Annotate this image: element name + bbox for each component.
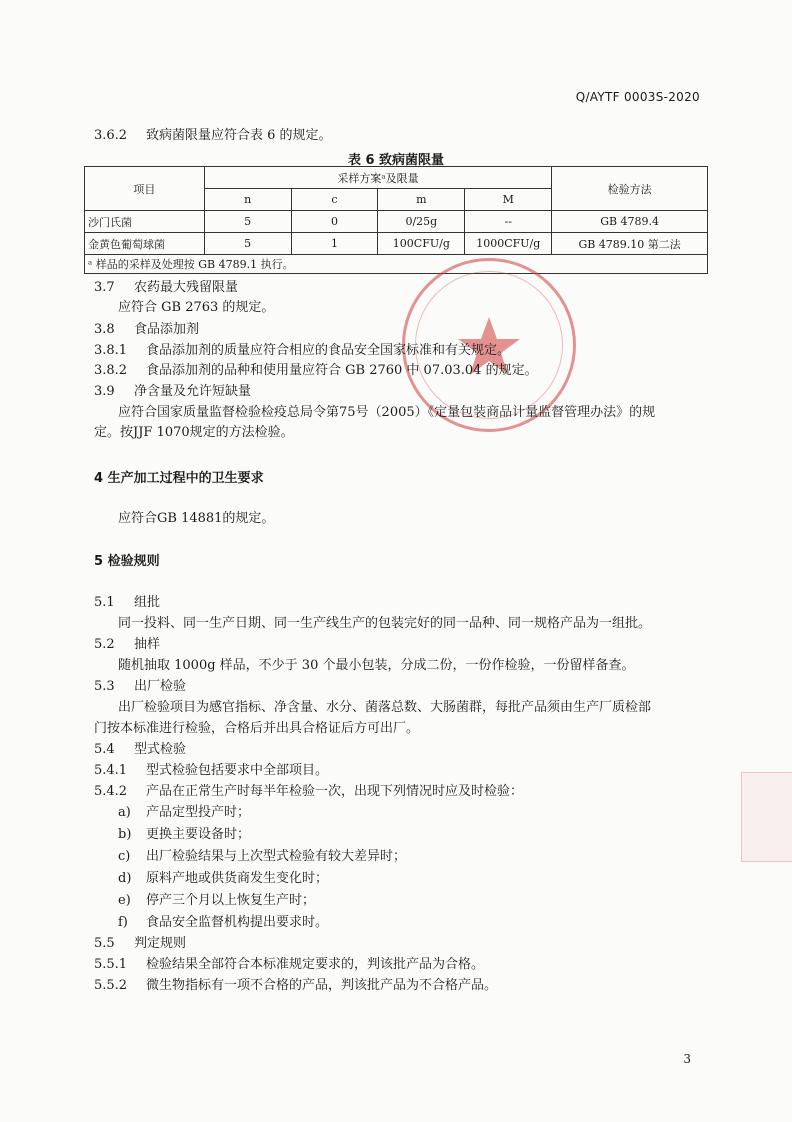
clause-text: 食品添加剂的品种和使用量应符合 GB 2760 中 07.03.04 的规定。 <box>146 363 538 378</box>
header-item: 项目 <box>85 167 205 211</box>
header-method: 检验方法 <box>552 167 708 211</box>
section-title: 出厂检验 <box>134 679 187 694</box>
section-title: 抽样 <box>134 637 161 652</box>
clause-5-4-2 <box>94 783 523 801</box>
clause-number: 5.5.2 <box>94 978 128 993</box>
section-title: 净含量及允许短缺量 <box>134 384 252 399</box>
cell-M: 1000CFU/g <box>465 233 552 255</box>
list-text: 停产三个月以上恢复生产时； <box>146 893 316 908</box>
subheader-M: M <box>465 189 552 211</box>
cell-n: 5 <box>204 233 291 255</box>
section-title: 食品添加剂 <box>134 322 200 337</box>
table-row <box>85 233 708 255</box>
section-5-3 <box>94 678 186 696</box>
list-marker: e) <box>118 893 131 908</box>
section-5-4 <box>94 741 186 759</box>
table-header-row <box>85 167 708 189</box>
clause-3-8-1 <box>94 342 510 360</box>
cell-c: 1 <box>291 233 378 255</box>
table-note-row <box>85 255 708 274</box>
section-number: 5.1 <box>94 595 115 610</box>
list-marker: d) <box>118 871 132 886</box>
section-number: 3.8 <box>94 322 115 337</box>
list-item <box>118 848 406 866</box>
page-number: 3 <box>683 1052 691 1066</box>
list-item <box>118 804 250 822</box>
list-text: 出厂检验结果与上次型式检验有较大差异时； <box>146 849 407 864</box>
clause-number: 3.8.1 <box>94 343 128 358</box>
list-text: 食品安全监督机构提出要求时。 <box>146 915 329 930</box>
section-number: 5.5 <box>94 936 115 951</box>
chapter-5-title: 5 检验规则 <box>94 554 160 569</box>
section-5-3-body-line1: 出厂检验项目为感官指标、净含量、水分、菌落总数、大肠菌群，每批产品须由生产厂质检部 <box>118 700 652 715</box>
section-title: 型式检验 <box>134 742 187 757</box>
edge-seal-fragment <box>741 772 792 862</box>
header-sampling-plan: 采样方案ᵃ及限量 <box>204 167 552 189</box>
section-3-7 <box>94 279 238 297</box>
clause-number: 3.8.2 <box>94 363 128 378</box>
list-text: 产品定型投产时； <box>146 805 251 820</box>
clause-number: 5.5.1 <box>94 957 128 972</box>
subheader-m: m <box>378 189 465 211</box>
clause-3-8-2 <box>94 362 538 380</box>
list-marker: c) <box>118 849 131 864</box>
list-text: 更换主要设备时； <box>146 827 251 842</box>
section-3-9 <box>94 383 251 401</box>
cell-item: 金黄色葡萄球菌 <box>85 233 205 255</box>
section-5-2-body: 随机抽取 1000g 样品，不少于 30 个最小包装，分成二份，一份作检验，一份留样备查。 <box>118 658 635 673</box>
list-item <box>118 914 328 932</box>
clause-5-5-1 <box>94 956 484 974</box>
clause-5-4-1 <box>94 762 328 780</box>
list-marker: a) <box>118 805 131 820</box>
cell-m: 100CFU/g <box>378 233 465 255</box>
table-caption: 表 6 致病菌限量 <box>347 153 445 168</box>
section-number: 5.3 <box>94 679 115 694</box>
section-3-9-body-line1: 应符合国家质量监督检验检疫总局令第75号（2005）《定量包装商品计量监督管理办法》的规 <box>118 405 656 420</box>
list-text: 原料产地或供货商发生变化时； <box>146 871 329 886</box>
clause-number: 3.6.2 <box>94 128 128 143</box>
table-row <box>85 211 708 233</box>
section-5-3-body-line2: 门按本标准进行检验，合格后并出具合格证后方可出厂。 <box>94 721 420 736</box>
section-3-7-body: 应符合 GB 2763 的规定。 <box>118 300 275 315</box>
chapter-4-title: 4 生产加工过程中的卫生要求 <box>94 471 264 486</box>
list-item <box>118 892 315 910</box>
section-number: 3.7 <box>94 280 115 295</box>
section-number: 3.9 <box>94 384 115 399</box>
subheader-n: n <box>204 189 291 211</box>
section-5-1-body: 同一投料、同一生产日期、同一生产线生产的包装完好的同一品种、同一规格产品为一组批。 <box>118 616 652 631</box>
table-note: ᵃ 样品的采样及处理按 GB 4789.1 执行。 <box>85 255 708 274</box>
clause-text: 型式检验包括要求中全部项目。 <box>146 763 329 778</box>
section-3-8 <box>94 321 199 339</box>
cell-M: -- <box>465 211 552 233</box>
list-marker: f) <box>118 915 128 930</box>
clause-text: 食品添加剂的质量应符合相应的食品安全国家标准和有关规定。 <box>146 343 511 358</box>
list-marker: b) <box>118 827 132 842</box>
section-5-5 <box>94 935 186 953</box>
section-title: 组批 <box>134 595 161 610</box>
section-number: 5.4 <box>94 742 115 757</box>
section-title: 判定规则 <box>134 936 187 951</box>
clause-number: 5.4.2 <box>94 784 128 799</box>
cell-c: 0 <box>291 211 378 233</box>
cell-method: GB 4789.10 第二法 <box>552 233 708 255</box>
cell-n: 5 <box>204 211 291 233</box>
clause-text: 致病菌限量应符合表 6 的规定。 <box>146 128 332 143</box>
section-3-9-body-line2: 定。按JJF 1070规定的方法检验。 <box>94 425 294 440</box>
section-5-1 <box>94 594 160 612</box>
section-title: 农药最大残留限量 <box>134 280 239 295</box>
subheader-c: c <box>291 189 378 211</box>
list-item <box>118 870 328 888</box>
clause-text: 检验结果全部符合本标准规定要求的，判该批产品为合格。 <box>146 957 485 972</box>
clause-text: 产品在正常生产时每半年检验一次，出现下列情况时应及时检验： <box>146 784 524 799</box>
clause-text: 微生物指标有一项不合格的产品，判该批产品为不合格产品。 <box>146 978 498 993</box>
chapter-4-body: 应符合GB 14881的规定。 <box>118 511 275 526</box>
section-5-2 <box>94 636 160 654</box>
clause-5-5-2 <box>94 977 497 995</box>
list-item <box>118 826 250 844</box>
cell-method: GB 4789.4 <box>552 211 708 233</box>
pathogen-limit-table <box>84 166 708 274</box>
section-number: 5.2 <box>94 637 115 652</box>
cell-m: 0/25g <box>378 211 465 233</box>
cell-item: 沙门氏菌 <box>85 211 205 233</box>
document-code: Q/AYTF 0003S-2020 <box>575 90 700 104</box>
clause-number: 5.4.1 <box>94 763 128 778</box>
clause-3-6-2 <box>94 127 332 145</box>
